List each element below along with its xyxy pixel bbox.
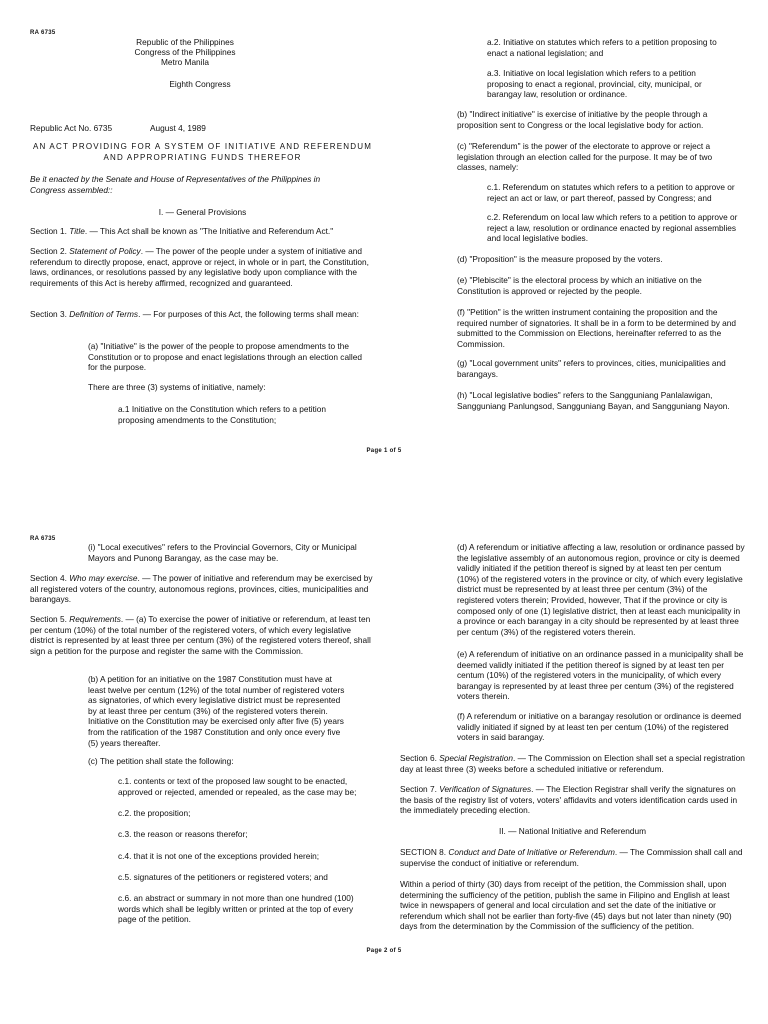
section-title: Special Registration [439, 753, 514, 763]
definition-h: (h) "Local legislative bodies" refers to the Sangguniang Panlalawigan, Sangguniang Panlungsod, Sangguniang Bayan, and Sangguniang Nayon. [457, 390, 730, 411]
section-5-e: (e) A referendum of initiative on an ordinance passed in a municipality shall be deemed validly initiated if the petition thereof is signed by at least ten per centum (10%) of the registered voters in the municipality, of which every barangay is represented by at least three per centum (3%) of the registered voters therein. [457, 649, 744, 702]
definition-c: (c) "Referendum" is the power of the electorate to approve or reject a legislation through an election called for the purpose. It may be of two classes, namely: [457, 141, 713, 173]
section-4 [30, 573, 375, 605]
header-line-1: Republic of the Philippines [136, 37, 234, 47]
item-c5: c.5. signatures of the petitioners or registered voters; and [118, 872, 328, 882]
section-8-paragraph: Within a period of thirty (30) days from receipt of the petition, the Commission shall, upon determining the sufficiency of the petition, publish the same in Filipino and English at least twice in newspapers of general and local circulation and set the date of the initiative or referendum which shall not be earlier than forty-five (45) days but not later than ninety (90) days from the determination by the Commission of the sufficiency of the petition. [400, 879, 732, 932]
section-2 [30, 246, 375, 288]
header-line-2: Congress of the Philippines [134, 47, 236, 57]
item-c2: c.2. Referendum on local law which refers to a petition to approve or reject a law, resolution or ordinance enacted by regional assemblies and local legislative bodies. [487, 212, 738, 244]
definition-i: (i) "Local executives" refers to the Provincial Governors, City or Municipal Mayors and Punong Barangay, as the case may be. [88, 542, 357, 563]
section-label: Section 4. [30, 573, 67, 583]
part-heading: I. — General Provisions [158, 207, 247, 217]
definition-g: (g) "Local government units" refers to provinces, cities, municipalities and barangays. [457, 358, 726, 379]
congress-label: Eighth Congress [169, 79, 231, 89]
section-label: SECTION 8. [400, 847, 447, 857]
section-label: Section 2. [30, 246, 67, 256]
section-title: Statement of Policy [69, 246, 141, 256]
section-title: Definition of Terms [69, 309, 139, 319]
section-text: . — The power of initiative and referendum may be exercised by all registered voters of the country, autonomous regions, provinces, cities, municipalities and barangays. [30, 573, 373, 605]
section-text: . — The Election Registrar shall verify the signatures on the basis of the registry list of voters, voters' affidavits and voters identification cards used in the immediately preceding election. [400, 784, 738, 816]
section-text: . — The Commission on Election shall set a special registration day at least three (3) weeks before a scheduled initiative or referendum. [400, 753, 745, 774]
definition-f: (f) "Petition" is the written instrument containing the proposition and the required number of signatories. It shall be in a form to be determined by and submitted to the Commission on Elections, hereinafter referred to as the Commission. [457, 307, 737, 349]
definition-a: (a) "Initiative" is the power of the people to propose amendments to the Constitution or to propose and enact legislations through an election called for the purpose. [88, 341, 362, 373]
item-c2: c.2. the proposition; [118, 808, 191, 818]
section-label: Section 6. [400, 753, 437, 763]
section-6 [400, 753, 745, 774]
item-a2: a.2. Initiative on statutes which refers to a petition proposing to enact a national legislation; and [487, 37, 717, 58]
section-text: . — The Commission shall call and supervise the conduct of initiative or referendum. [400, 847, 743, 868]
section-5-d: (d) A referendum or initiative affecting a law, resolution or ordinance passed by the legislative assembly of an autonomous region, province or city is deemed validly initiated if the petition thereof is signed by at least ten per centum (10%) of the registered voters in the province or city, of which every legislative district must be represented by at least three per centum (3%) of the registered voters therein; Provided, however, That if the province or city is composed only of one (1) legislative district, then at least each municipality in a province or each barangay in a city should be represented by at least three per centum (3%) of the registered voters therein. [457, 542, 745, 637]
section-5-b: (b) A petition for an initiative on the 1987 Constitution must have at least twelve per centum (12%) of the total number of registered voters as signatories, of which every legislative district must be represented by at least three per centum (3%) of the registered voters therein. Initiative on the Constitution may be exercised only after five (5) years from the ratification of the 1987 Constitution and only once every five (5) years thereafter. [88, 674, 345, 748]
header-line-3: Metro Manila [161, 57, 209, 67]
definition-b: (b) "Indirect initiative" is exercise of initiative by the people through a proposition sent to Congress or the local legislative body for action. [457, 109, 708, 130]
document-page-2 [0, 512, 768, 1024]
act-date: August 4, 1989 [150, 123, 206, 133]
item-c6: c.6. an abstract or summary in not more than one hundred (100) words which shall be legibly written or printed at the top of every page of the petition. [118, 893, 354, 925]
section-title: Title [69, 226, 85, 236]
definition-e: (e) "Plebiscite" is the electoral process by which an initiative on the Constitution is approved or rejected by the people. [457, 275, 702, 296]
section-8 [400, 847, 745, 868]
section-title: Requirements [69, 614, 121, 624]
section-text: . — (a) To exercise the power of initiative or referendum, at least ten per centum (10%) of the total number of the registered voters, of which every legislative district is represented by at least three per centum (3%) of the registered voters thereof, shall sign a petition for the purpose and register the same with the Commission. [30, 614, 371, 656]
section-text: . — For purposes of this Act, the following terms shall mean: [138, 309, 359, 319]
section-5 [30, 614, 375, 656]
section-title: Who may exercise [69, 573, 138, 583]
section-title: Verification of Signatures [439, 784, 532, 794]
item-c1: c.1. contents or text of the proposed law sought to be enacted, approved or rejected, amended or repealed, as the case may be; [118, 776, 357, 797]
part-heading-2: II. — National Initiative and Referendum [498, 826, 647, 836]
section-5-f: (f) A referendum or initiative on a barangay resolution or ordinance is deemed validly initiated if signed by at least ten per centum (10%) of the registered voters in said barangay. [457, 711, 742, 743]
item-c4: c.4. that it is not one of the exceptions provided herein; [118, 851, 320, 861]
enacting-clause: Be it enacted by the Senate and House of Representatives of the Philippines in Congress assembled:: [30, 174, 321, 195]
item-c3: c.3. the reason or reasons therefor; [118, 829, 248, 839]
act-number: Republic Act No. 6735 [30, 123, 113, 133]
section-1 [30, 226, 370, 237]
doc-code: RA 6735 [30, 536, 56, 542]
section-3 [30, 309, 375, 320]
page-number: Page 1 of 5 [366, 448, 402, 454]
section-label: Section 1. [30, 226, 67, 236]
doc-code: RA 6735 [30, 30, 56, 36]
item-c1: c.1. Referendum on statutes which refers to a petition to approve or reject an act or law, or part thereof, passed by Congress; and [487, 182, 735, 203]
section-label: Section 3. [30, 309, 67, 319]
section-text: . — This Act shall be known as "The Initiative and Referendum Act." [84, 226, 334, 236]
act-title: AN ACT PROVIDING FOR A SYSTEM OF INITIATIVE AND REFERENDUM AND APPROPRIATING FUNDS THEREFOR [32, 142, 373, 162]
page-number: Page 2 of 5 [366, 948, 402, 954]
item-a3: a.3. Initiative on local legislation which refers to a petition proposing to enact a regional, provincial, city, municipal, or barangay law, resolution or ordinance. [487, 68, 702, 100]
section-text: . — The power of the people under a system of initiative and referendum to directly propose, enact, approve or reject, in whole or in part, the Constitution, laws, ordinances, or resolutions passed by any legislative body upon compliance with the requirements of this Act is hereby affirmed, recognized and guaranteed. [30, 246, 369, 288]
item-a1: a.1 Initiative on the Constitution which refers to a petition proposing amendments to the Constitution; [118, 404, 327, 425]
section-5-c: (c) The petition shall state the following: [88, 756, 234, 766]
definition-d: (d) "Proposition" is the measure proposed by the voters. [457, 254, 663, 264]
section-title: Conduct and Date of Initiative or Referendum [448, 847, 615, 857]
section-label: Section 7. [400, 784, 437, 794]
three-systems: There are three (3) systems of initiative, namely: [88, 382, 266, 392]
section-label: Section 5. [30, 614, 67, 624]
section-7 [400, 784, 745, 816]
